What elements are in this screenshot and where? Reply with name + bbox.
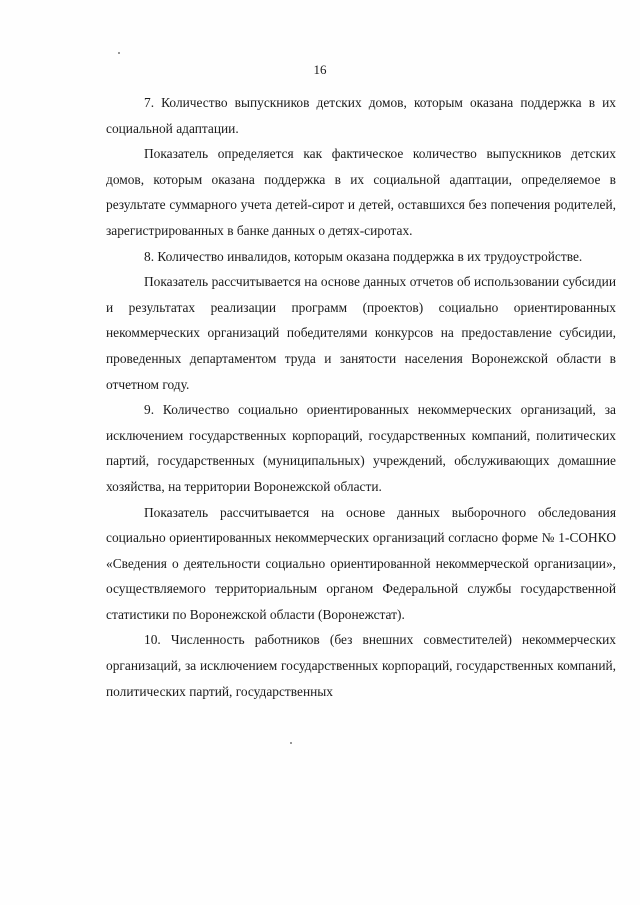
paragraph-item-10: 10. Численность работников (без внешних совместителей) некоммерческих организаций, за исключением государственных корпораций, государственных компаний, политических партий, государственных bbox=[106, 632, 616, 699]
paragraph-item-9: 9. Количество социально ориентированных некоммерческих организаций, за исключением государственных корпораций, государственных компаний, политических партий, государственных (муниципальных) учреждений, обслуживающих домашние хозяйства, на территории Воронежской области. bbox=[106, 402, 616, 494]
page-number: 16 bbox=[313, 62, 327, 77]
paragraph-item-7-description: Показатель определяется как фактическое количество выпускников детских домов, которым оказана поддержка в их социальной адаптации, определяемое в результате суммарного учета детей-сирот и детей, оставшихся без попечения родителей, зарегистрированных в банке данных о детях-сиротах. bbox=[106, 146, 616, 238]
document-body bbox=[106, 90, 616, 704]
paragraph-item-8: 8. Количество инвалидов, которым оказана поддержка в их трудоустройстве. bbox=[144, 248, 583, 264]
paragraph-item-8-description: Показатель рассчитывается на основе данных отчетов об использовании субсидии и результатах реализации программ (проектов) социально ориентированных некоммерческих организаций победителями конкурсов на предоставление субсидии, проведенных департаментом труда и занятости населения Воронежской области в отчетном году. bbox=[106, 274, 616, 392]
scan-speck bbox=[290, 742, 292, 744]
scan-speck bbox=[118, 52, 120, 54]
paragraph-item-9-description: Показатель рассчитывается на основе данных выборочного обследования социально ориентированных некоммерческих организаций согласно форме № 1-СОНКО «Сведения о деятельности социально ориентированной некоммерческой организации», осуществляемого территориальным органом Федеральной службы государственной статистики по Воронежской области (Воронежстат). bbox=[106, 504, 616, 622]
paragraph-item-7: 7. Количество выпускников детских домов, которым оказана поддержка в их социальной адаптации. bbox=[106, 95, 616, 136]
